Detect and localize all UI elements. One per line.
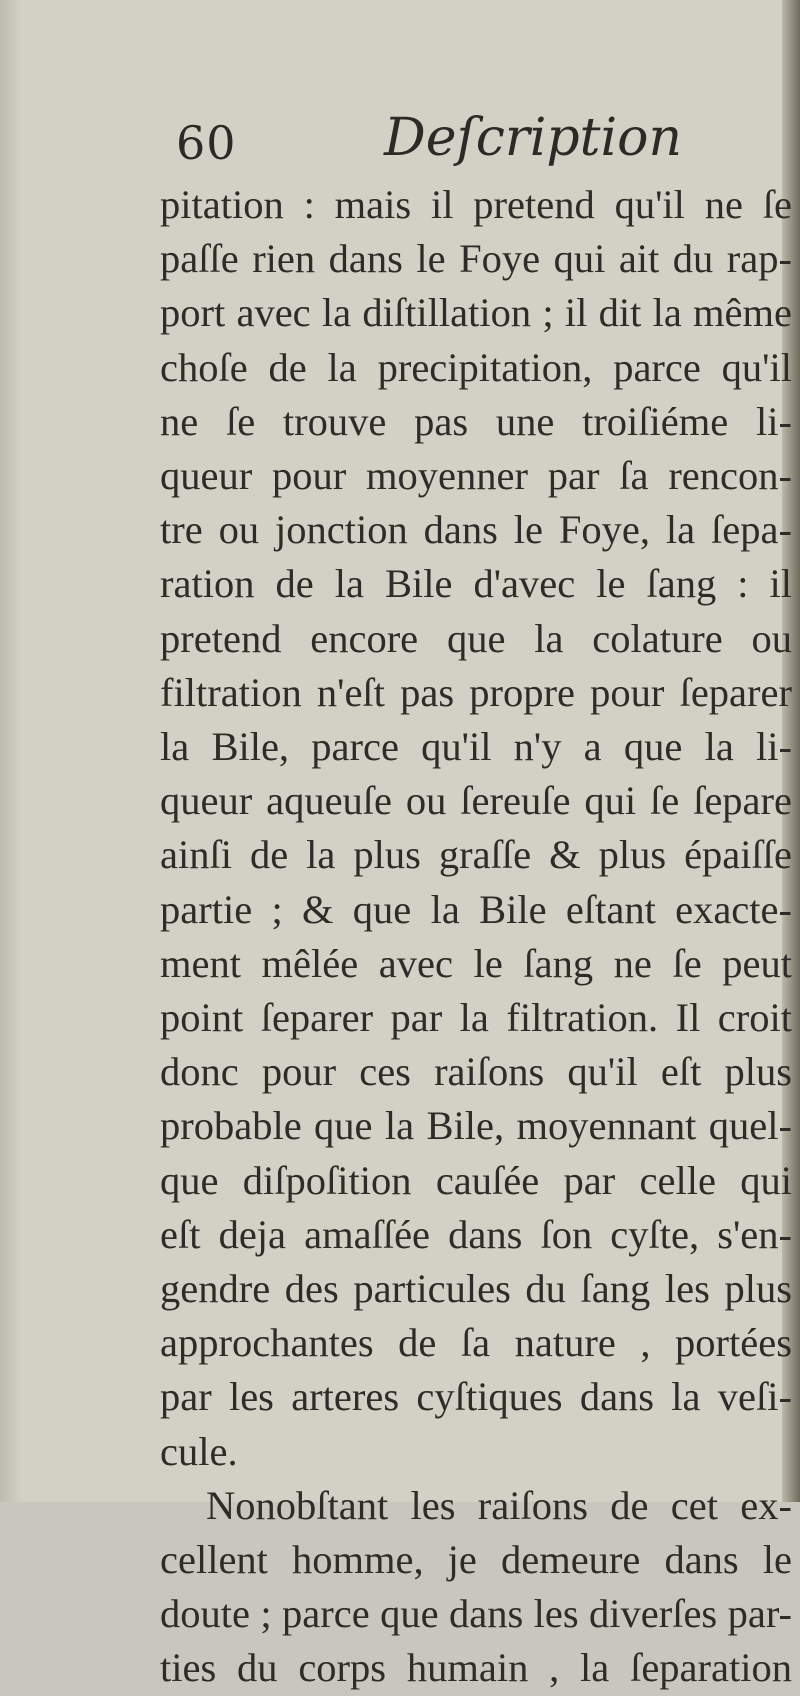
text-line: gendre des particules du ſang les plus <box>160 1266 792 1312</box>
text-line: port avec la diſtillation ; il dit la même <box>160 290 792 336</box>
body-text <box>160 178 792 1696</box>
text-line: choſe de la precipitation, parce qu'il <box>160 344 792 390</box>
text-line: queur aqueuſe ou ſereuſe qui ſe ſepare <box>160 778 792 824</box>
text-line: doute ; parce que dans les diverſes par- <box>160 1591 792 1637</box>
text-line: donc pour ces raiſons qu'il eſt plus <box>160 1049 792 1095</box>
text-line: ties du corps humain , la ſeparation <box>160 1645 792 1691</box>
text-line: ainſi de la plus graſſe & plus épaiſſe <box>160 832 792 878</box>
page-header <box>176 108 736 178</box>
text-line: point ſeparer par la filtration. Il croit <box>160 995 792 1041</box>
text-line: approchantes de ſa nature , portées <box>160 1320 792 1366</box>
text-line: queur pour moyenner par ſa rencon- <box>160 453 792 499</box>
text-line: eſt deja amaſſée dans ſon cyſte, s'en- <box>160 1211 792 1257</box>
paragraph-start-line: Nonobſtant les raiſons de cet ex- <box>206 1482 792 1528</box>
text-line: cellent homme, je demeure dans le <box>160 1537 792 1583</box>
text-line: filtration n'eſt pas propre pour ſeparer <box>160 669 792 715</box>
text-line: pretend encore que la colature ou <box>160 615 792 661</box>
text-line: partie ; & que la Bile eſtant exacte- <box>160 886 792 932</box>
running-title: Deſcription <box>384 108 682 168</box>
page-left-edge <box>0 0 22 1502</box>
text-line: la Bile, parce qu'il n'y a que la li- <box>160 724 792 770</box>
text-line: cule. <box>160 1428 238 1474</box>
page-number: 60 <box>176 116 237 170</box>
text-line: que diſpoſition cauſée par celle qui <box>160 1157 792 1203</box>
text-line: paſſe rien dans le Foye qui ait du rap- <box>160 236 792 282</box>
text-line: tre ou jonction dans le Foye, la ſepa- <box>160 507 792 553</box>
text-line: ne ſe trouve pas une troiſiéme li- <box>160 398 792 444</box>
text-line: pitation : mais il pretend qu'il ne ſe <box>160 182 792 227</box>
text-line: par les arteres cyſtiques dans la veſi- <box>160 1374 792 1420</box>
text-line: probable que la Bile, moyennant quel- <box>160 1103 792 1149</box>
text-line: ment mêlée avec le ſang ne ſe peut <box>160 940 792 986</box>
text-line: ration de la Bile d'avec le ſang : il <box>160 561 792 607</box>
